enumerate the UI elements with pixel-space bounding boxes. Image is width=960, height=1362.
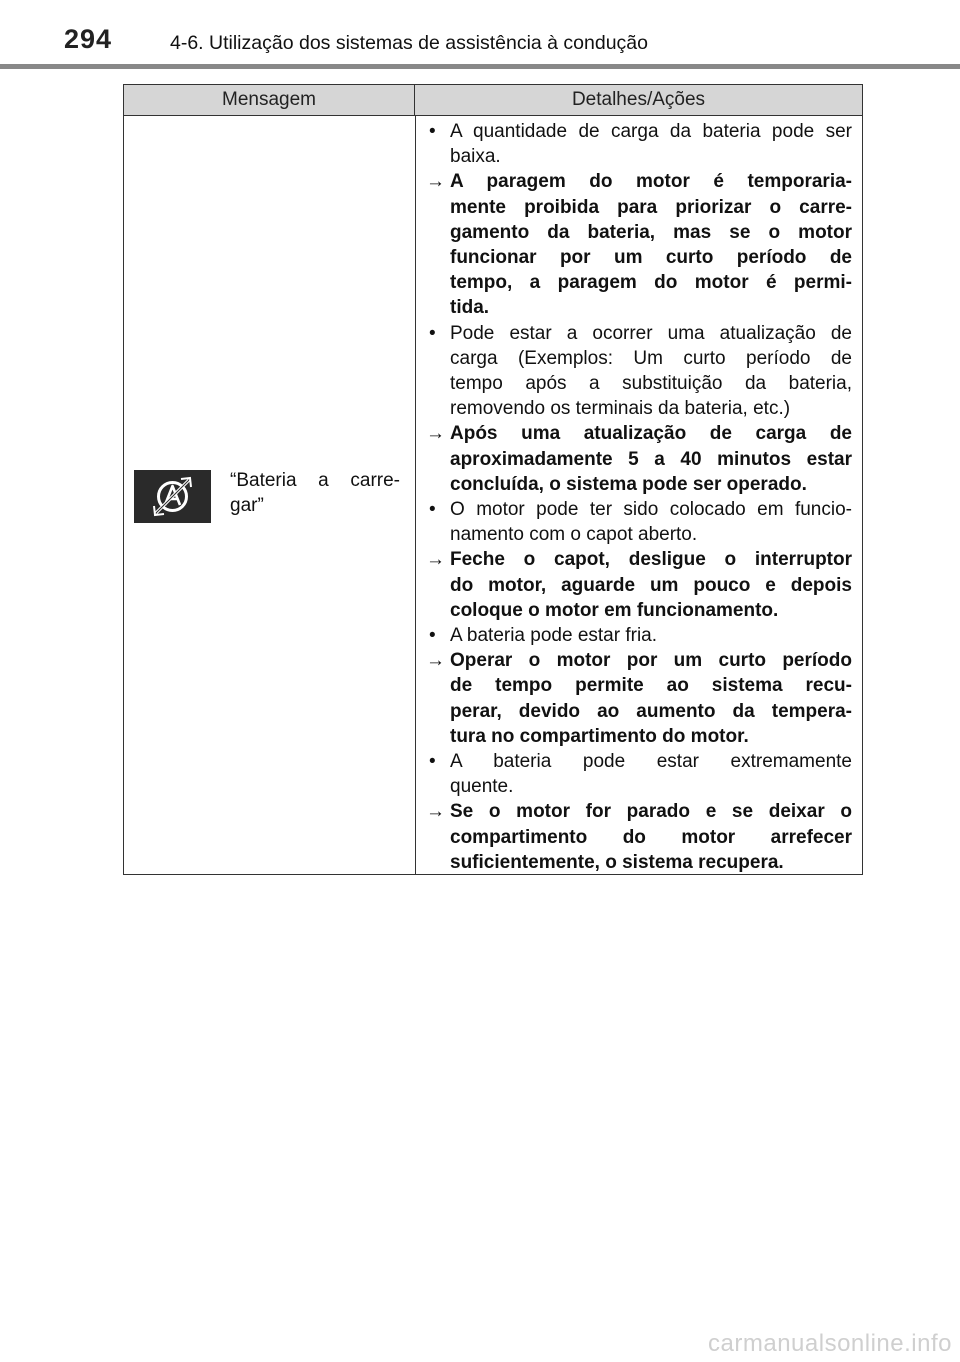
bullet-item [426, 119, 852, 169]
header-rule [0, 64, 960, 69]
bullet-mark: • [429, 121, 436, 142]
detail-line: O motor pode ter sido colocado em funcio- [450, 499, 852, 521]
message-table [123, 84, 863, 875]
detail-line: tempo após a substituição da bateria, [450, 373, 852, 395]
arrow-mark: → [426, 171, 445, 193]
arrow-mark: → [426, 423, 445, 445]
detail-line: A bateria pode estar fria. [450, 625, 658, 647]
arrow-mark: → [426, 650, 445, 672]
detail-line: quente. [450, 776, 514, 798]
action-item [426, 648, 852, 749]
detail-line: A paragem do motor é temporaria- [450, 171, 852, 193]
detail-line: Operar o motor por um curto período [450, 650, 852, 672]
bullet-item [426, 749, 852, 799]
page-header [0, 0, 960, 70]
action-item [426, 799, 852, 875]
action-item [426, 169, 852, 320]
detail-line: mente proibida para priorizar o carre- [450, 196, 852, 218]
table-header [124, 85, 862, 116]
section-title: 4-6. Utilização dos sistemas de assistência à condução [170, 32, 648, 54]
detail-line: removendo os terminais da bateria, etc.) [450, 398, 791, 420]
detail-line: suficientemente, o sistema recupera. [450, 851, 784, 873]
bullet-item [426, 623, 852, 648]
bullet-item [426, 321, 852, 422]
column-header-details: Detalhes/Ações [571, 89, 706, 110]
message-line: “Bateria a carre- [230, 470, 400, 491]
column-header-message: Mensagem [124, 85, 415, 115]
bullet-mark: • [429, 751, 436, 773]
detail-line: Após uma atualização de carga de [450, 423, 852, 445]
bullet-mark: • [429, 322, 436, 344]
detail-line: Pode estar a ocorrer uma atualização de [450, 322, 852, 344]
page-number: 294 [64, 24, 113, 54]
message-text [230, 468, 400, 518]
detail-line: gamento da bateria, mas se o motor [450, 221, 852, 243]
detail-line: A bateria pode estar extremamente [450, 751, 852, 773]
bullet-mark: • [429, 625, 436, 647]
detail-line: carga (Exemplos: Um curto período de [450, 347, 852, 369]
detail-line: baixa. [450, 146, 501, 168]
detail-line: coloque o motor em funcionamento. [450, 599, 779, 621]
action-item [426, 547, 852, 623]
detail-line: funcionar por um curto período de [450, 247, 852, 269]
detail-line: tura no compartimento do motor. [450, 725, 749, 747]
detail-line: concluída, o sistema pode ser operado. [450, 473, 807, 495]
detail-line: do motor, aguarde um pouco e depois [450, 574, 852, 596]
detail-line: tida. [450, 297, 490, 319]
detail-line: Se o motor for parado e se deixar o [450, 801, 852, 823]
watermark: carmanualsonline.info [708, 1330, 952, 1357]
detail-line: aproximadamente 5 a 40 minutos estar [450, 448, 852, 470]
details-actions-list [426, 119, 852, 875]
column-divider [415, 116, 416, 874]
detail-line: de tempo permite ao sistema recu- [450, 675, 852, 697]
message-line: gar” [230, 495, 264, 516]
action-item [426, 421, 852, 497]
bullet-item [426, 497, 852, 547]
arrow-mark: → [426, 549, 445, 571]
bullet-mark: • [429, 499, 436, 521]
detail-line: tempo, a paragem do motor é permi- [450, 272, 852, 294]
detail-line: namento com o capot aberto. [450, 524, 698, 546]
stop-start-disabled-icon [134, 470, 211, 523]
arrow-mark: → [426, 801, 445, 823]
detail-line: perar, devido ao aumento da tempera- [450, 700, 852, 722]
detail-line: compartimento do motor arrefecer [450, 826, 852, 848]
detail-line: Feche o capot, desligue o interruptor [450, 549, 852, 571]
detail-line: A quantidade de carga da bateria pode ser [450, 121, 852, 142]
